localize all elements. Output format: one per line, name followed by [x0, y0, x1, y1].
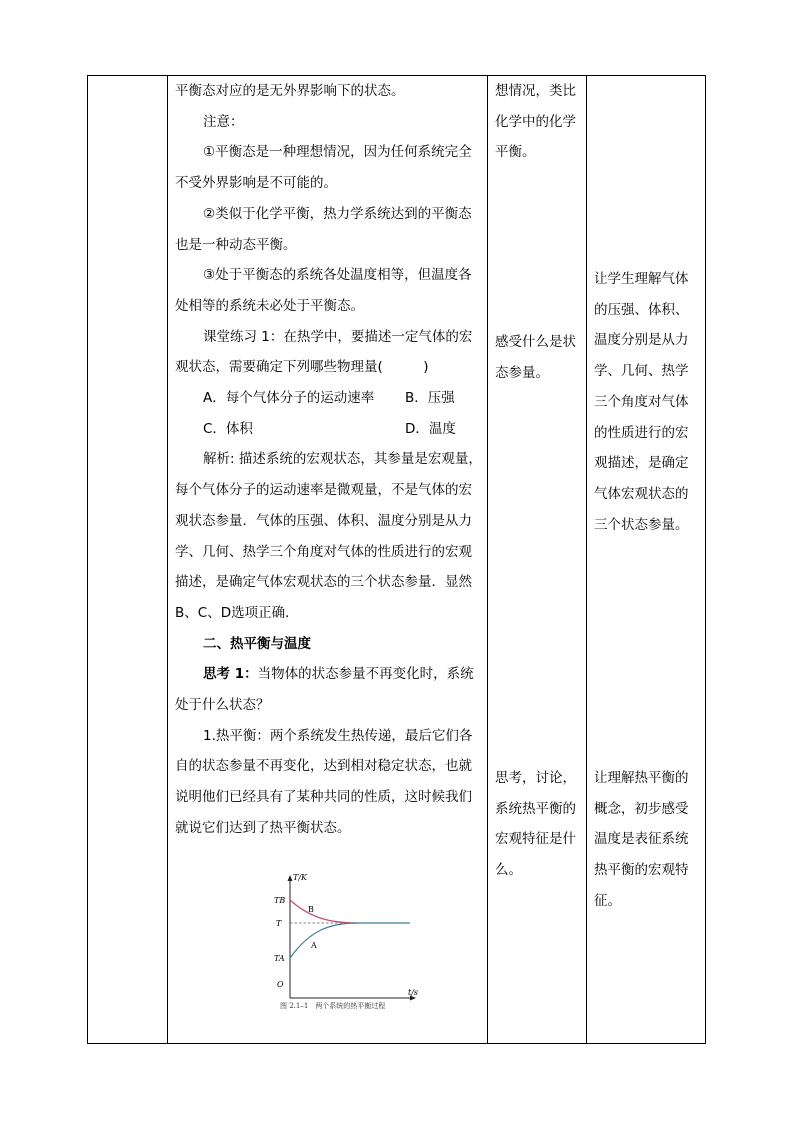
analysis-text: B、C、D选项正确． — [175, 604, 299, 621]
analysis-text: 描述，是确定气体宏观状态的三个状态参量．显然 — [175, 574, 472, 591]
text-line: 平衡。 — [495, 144, 536, 161]
text-line: 温度是表征系统 — [594, 831, 689, 848]
design-intent-cell-1 — [594, 264, 702, 540]
definition-text: 1.热平衡：两个系统发生热传递，最后它们各 — [203, 727, 473, 744]
text-line: ③处于平衡态的系统各处温度相等，但温度各 — [203, 267, 472, 284]
analysis-text: 解析: 描述系统的宏观状态，其参量是宏观量， — [203, 451, 482, 468]
design-intent-cell-2 — [594, 763, 702, 917]
option-d: D．温度 — [405, 420, 456, 437]
think-label: 思考 1： — [203, 666, 258, 683]
student-activity-cell-1 — [495, 76, 583, 168]
note-heading: 注意： — [203, 113, 244, 130]
text-line: 态参量。 — [495, 364, 549, 381]
text-line: 的性质进行的宏 — [594, 424, 689, 441]
text-line: 让理解热平衡的 — [594, 770, 689, 786]
student-activity-cell-2 — [495, 327, 583, 388]
text-line: 三个状态参量。 — [594, 516, 689, 533]
text-line: 化学中的化学 — [495, 113, 576, 130]
text-line: 么。 — [495, 862, 522, 879]
text-line: 热平衡的宏观特 — [594, 862, 689, 879]
tb-label: TB — [274, 896, 286, 905]
text-line: 学、几何、热学 — [594, 363, 689, 380]
curve-b — [290, 900, 358, 923]
text-line: 概念，初步感受 — [594, 800, 689, 817]
text-line: 思考，讨论， — [495, 770, 576, 786]
text-line: ①平衡态是一种理想情况，因为任何系统完全 — [203, 144, 472, 161]
think-text: 当物体的状态参量不再变化时，系统 — [257, 666, 474, 683]
think-question: 处于什么状态？ — [175, 697, 270, 714]
section-heading: 二、热平衡与温度 — [203, 635, 311, 652]
teaching-content-cell — [175, 76, 483, 844]
options-row — [175, 414, 483, 445]
thermal-equilibrium-figure — [268, 870, 418, 1015]
t-label: T — [276, 919, 282, 928]
analysis-text: 每个气体分子的运动速率是微观量，不是气体的宏 — [175, 482, 472, 499]
text-line: 平衡态对应的是无外界影响下的状态。 — [175, 83, 405, 99]
figure-caption: 图 2.1–1 两个系统的热平衡过程 — [280, 1002, 386, 1010]
text-line: 想情况，类比 — [495, 83, 576, 99]
column-divider — [167, 75, 168, 1044]
y-axis-arrow — [288, 875, 293, 881]
definition-text: 说明他们已经具有了某种共同的性质，这时候我们 — [175, 789, 472, 806]
exercise-text: 观状态，需要确定下列哪些物理量( ) — [175, 359, 429, 376]
text-line: 宏观特征是什 — [495, 831, 576, 848]
exercise-text: 课堂练习 1：在热学中，要描述一定气体的宏 — [203, 328, 473, 345]
analysis-text: 学、几何、热学三个角度对气体的性质进行的宏观 — [175, 543, 472, 560]
options-row — [175, 383, 483, 414]
analysis-text: 观状态参量．气体的压强、体积、温度分别是从力 — [175, 512, 472, 529]
text-line: ②类似于化学平衡，热力学系统达到的平衡态 — [203, 205, 472, 222]
text-line: 温度分别是从力 — [594, 332, 689, 349]
text-line: 不受外界影响是不可能的。 — [175, 175, 337, 192]
ta-label: TA — [274, 954, 285, 963]
origin-label: O — [277, 980, 284, 989]
text-line: 三个角度对气体 — [594, 393, 689, 410]
curve-a — [290, 923, 358, 958]
text-line: 观描述，是确定 — [594, 455, 689, 472]
text-line: 感受什么是状 — [495, 334, 576, 350]
student-activity-cell-3 — [495, 763, 583, 886]
y-axis-label: T/K — [293, 873, 308, 882]
x-axis-label: t/s — [408, 988, 418, 997]
think-question — [175, 659, 483, 690]
definition-text: 就说它们达到了热平衡状态。 — [175, 819, 351, 836]
column-divider — [487, 75, 488, 1044]
option-a: A．每个气体分子的运动速率 — [203, 390, 375, 407]
option-b: B．压强 — [405, 390, 455, 407]
text-line: 的压强、体积、 — [594, 301, 689, 318]
text-line: 系统热平衡的 — [495, 800, 576, 817]
definition-text: 自的状态参量不再变化，达到相对稳定状态，也就 — [175, 758, 472, 775]
option-c: C．体积 — [203, 420, 253, 437]
curve-a-label: A — [311, 941, 317, 950]
text-line: 处相等的系统未必处于平衡态。 — [175, 297, 364, 314]
curve-b-label: B — [308, 905, 314, 914]
text-line: 气体宏观状态的 — [594, 485, 689, 502]
text-line: 征。 — [594, 892, 621, 909]
column-divider — [586, 75, 587, 1044]
text-line: 让学生理解气体 — [594, 271, 689, 287]
text-line: 也是一种动态平衡。 — [175, 236, 297, 253]
